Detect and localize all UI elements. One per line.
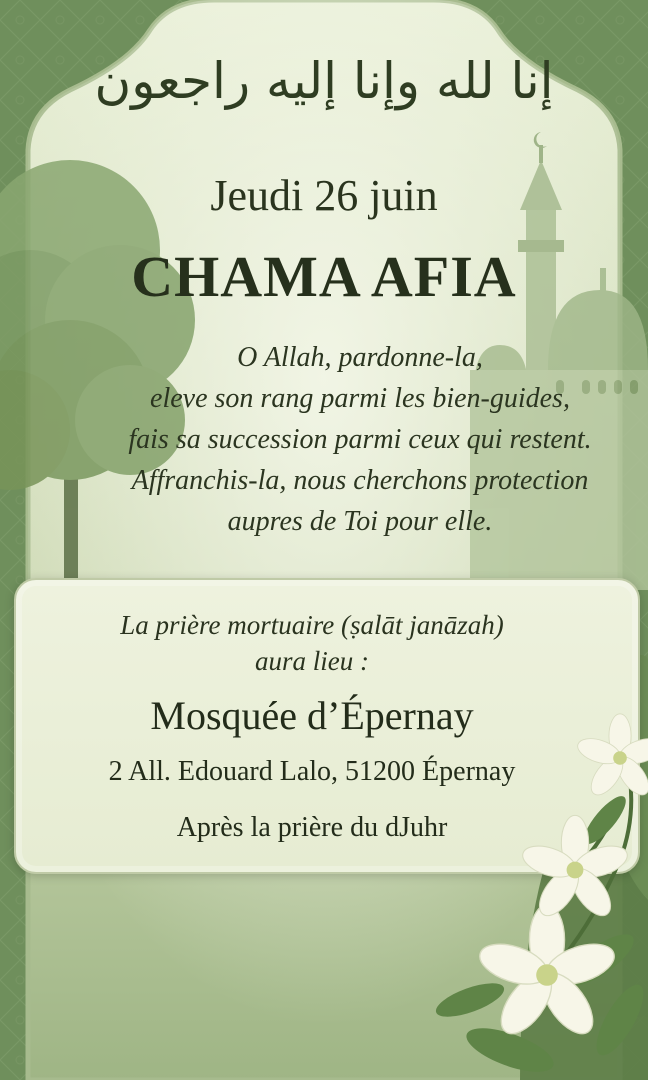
funeral-prayer-label: La prière mortuaire (ṣalāt janāzah) <box>120 610 504 640</box>
prayer-line: eleve son rang parmi les bien-guides, <box>150 383 570 414</box>
prayer-line: O Allah, pardonne-la, <box>237 342 483 373</box>
prayer-line: Affranchis-la, nous cherchons protection <box>131 465 589 496</box>
prayer-line: aupres de Toi pour elle. <box>227 506 493 537</box>
mosque-address: 2 All. Edouard Lalo, 51200 Épernay <box>108 756 516 787</box>
prayer-line: fais sa succession parmi ceux qui restent. <box>128 424 592 455</box>
funeral-info-panel <box>14 578 640 874</box>
prayer-time-note: Après la prière du dJuhr <box>176 812 448 843</box>
arabic-verse: إنا لله وإنا إليه راجعون <box>94 52 554 110</box>
mosque-name: Mosquée d’Épernay <box>150 693 474 738</box>
prayer-text <box>60 337 648 542</box>
event-date: Jeudi 26 juin <box>210 171 438 220</box>
funeral-prayer-label-2: aura lieu : <box>255 646 369 676</box>
deceased-name: CHAMA AFIA <box>131 244 517 309</box>
